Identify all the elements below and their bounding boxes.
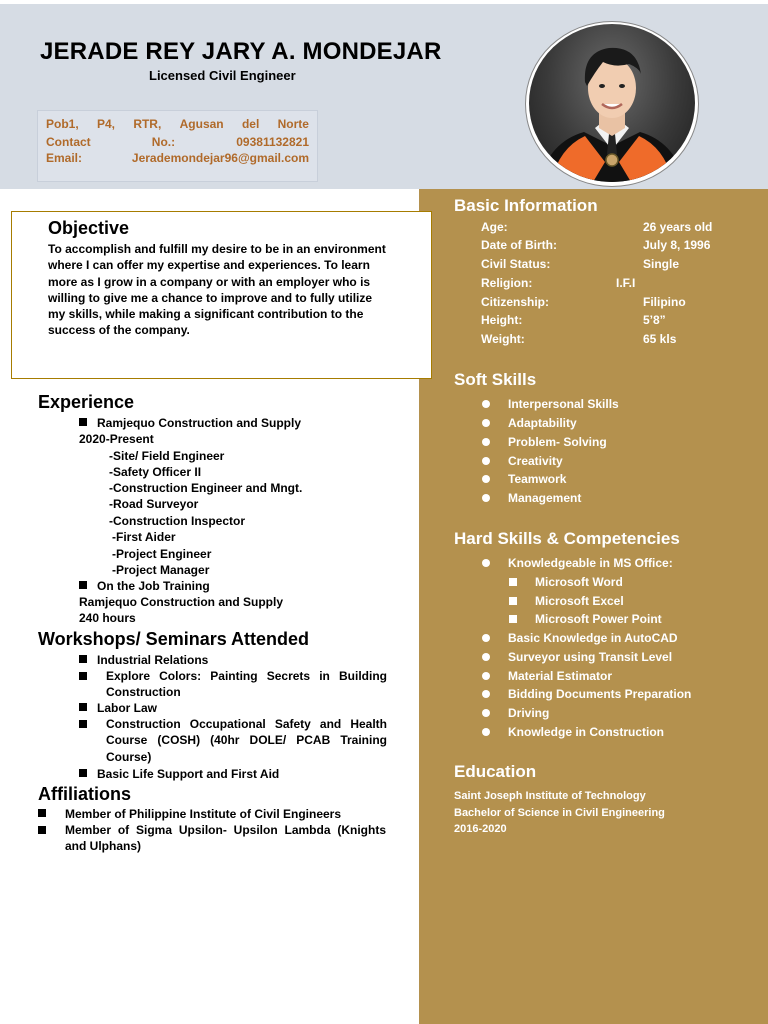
objective-heading: Objective: [48, 218, 130, 238]
info-label: Date of Birth:: [481, 238, 557, 252]
ojt-label: On the Job Training: [97, 579, 210, 593]
workshop-item: [79, 652, 208, 668]
soft-skill-item: Teamwork: [508, 472, 567, 486]
address-word: del: [241, 117, 260, 131]
ojt-item: [79, 578, 210, 594]
degree-name: Bachelor of Science in Civil Engineering: [454, 807, 665, 819]
contact-box: [37, 110, 318, 182]
workshop-item: [79, 766, 279, 782]
bullet-dot-icon: [482, 475, 490, 483]
email-label: Email:: [46, 151, 83, 165]
role-item: -Construction Inspector: [109, 514, 246, 528]
education-heading: Education: [454, 762, 537, 781]
contact-label: Contact: [46, 135, 91, 149]
soft-skills-heading: Soft Skills: [454, 370, 537, 389]
ojt-company: Ramjequo Construction and Supply: [79, 595, 284, 609]
hard-skill-item: Basic Knowledge in AutoCAD: [508, 631, 678, 645]
email-address: Jerademondejar96@gmail.com: [131, 151, 309, 165]
role-item: -Safety Officer II: [109, 465, 202, 479]
address-word: P4,: [96, 117, 115, 131]
affiliations-heading: Affiliations: [38, 784, 131, 804]
square-bullet-icon: [509, 597, 517, 605]
bullet-dot-icon: [482, 728, 490, 736]
square-bullet-icon: [79, 655, 87, 663]
info-value: 26 years old: [643, 220, 713, 234]
hard-skill-item: Knowledge in Construction: [508, 725, 664, 739]
info-value: 5’8”: [643, 313, 666, 327]
bullet-dot-icon: [482, 672, 490, 680]
square-bullet-icon: [509, 578, 517, 586]
address-line: [46, 117, 309, 131]
company-name: Ramjequo Construction and Supply: [97, 416, 302, 430]
bullet-dot-icon: [482, 457, 490, 465]
ms-office-item: Microsoft Power Point: [535, 612, 662, 626]
square-bullet-icon: [79, 769, 87, 777]
soft-skill-item: Interpersonal Skills: [508, 397, 619, 411]
info-label: Age:: [481, 220, 508, 234]
ms-office-item: Microsoft Excel: [535, 594, 624, 608]
experience-period: 2020-Present: [79, 432, 154, 446]
square-bullet-icon: [79, 418, 87, 426]
hard-skill-item: Knowledgeable in MS Office:: [508, 556, 673, 570]
square-bullet-icon: [79, 703, 87, 711]
role-item: -Project Engineer: [112, 547, 212, 561]
hard-skills-heading: Hard Skills & Competencies: [454, 529, 680, 548]
workshops-heading: Workshops/ Seminars Attended: [38, 629, 310, 649]
bullet-dot-icon: [482, 690, 490, 698]
education-years: 2016-2020: [454, 823, 507, 835]
job-title: Licensed Civil Engineer: [149, 68, 296, 83]
contact-line: [46, 135, 309, 149]
role-item: -Construction Engineer and Mngt.: [109, 481, 303, 495]
school-name: Saint Joseph Institute of Technology: [454, 790, 646, 802]
info-label: Citizenship:: [481, 295, 549, 309]
affiliation-item: Member of Sigma Upsilon- Upsilon Lambda (Knights and Ulphans): [65, 823, 386, 854]
workshop-text: Industrial Relations: [97, 653, 209, 667]
bullet-dot-icon: [482, 400, 490, 408]
info-label: Weight:: [481, 332, 525, 346]
experience-company: [79, 415, 301, 431]
ojt-hours: 240 hours: [79, 611, 136, 625]
hard-skill-item: Driving: [508, 706, 550, 720]
info-value: July 8, 1996: [643, 238, 711, 252]
workshop-item: Construction Occupational Safety and Health Course (COSH) (40hr DOLE/ PCAB Training Course): [106, 717, 387, 764]
affiliation-text: Member of Philippine Institute of Civil Engineers: [65, 807, 342, 821]
soft-skill-item: Management: [508, 491, 582, 505]
info-value: Single: [643, 257, 680, 271]
bullet-dot-icon: [482, 709, 490, 717]
ms-office-item: Microsoft Word: [535, 575, 623, 589]
info-label: Height:: [481, 313, 523, 327]
role-item: -First Aider: [112, 530, 176, 544]
bullet-dot-icon: [482, 438, 490, 446]
bullet-dot-icon: [482, 653, 490, 661]
square-bullet-icon: [79, 672, 87, 680]
workshop-item: Explore Colors: Painting Secrets in Building Construction: [106, 669, 387, 700]
profile-photo: [529, 24, 695, 182]
workshop-item: [79, 700, 157, 716]
bullet-dot-icon: [482, 559, 490, 567]
square-bullet-icon: [509, 615, 517, 623]
objective-text: To accomplish and fulfill my desire to be in an environment where I can offer my expertise and experiences. To learn more as I grow in a company or with an employer who is willing to give me a chance to improve and to fully utilize my skills, while making a significant contribution to the success of the company.: [48, 242, 386, 338]
workshop-text: Basic Life Support and First Aid: [97, 767, 280, 781]
email-line: [46, 151, 309, 165]
experience-heading: Experience: [38, 392, 135, 412]
square-bullet-icon: [38, 809, 46, 817]
soft-skill-item: Adaptability: [508, 416, 577, 430]
hard-skill-item: Bidding Documents Preparation: [508, 687, 692, 701]
info-value: 65 kls: [643, 332, 677, 346]
square-bullet-icon: [38, 826, 46, 834]
info-value: I.F.I: [616, 276, 636, 290]
address-word: RTR,: [133, 117, 162, 131]
square-bullet-icon: [79, 720, 87, 728]
address-word: Agusan: [179, 117, 224, 131]
role-item: -Site/ Field Engineer: [109, 449, 225, 463]
bullet-dot-icon: [482, 419, 490, 427]
hard-skill-item: Surveyor using Transit Level: [508, 650, 673, 664]
affiliation-item: [38, 806, 341, 822]
bullet-dot-icon: [482, 634, 490, 642]
role-item: -Road Surveyor: [109, 497, 199, 511]
bullet-dot-icon: [482, 494, 490, 502]
contact-no-label: No.:: [151, 135, 176, 149]
address-word: Pob1,: [46, 117, 79, 131]
applicant-name: JERADE REY JARY A. MONDEJAR: [40, 38, 442, 65]
soft-skill-item: Creativity: [508, 454, 563, 468]
basic-info-heading: Basic Information: [454, 196, 598, 215]
info-value: Filipino: [643, 295, 686, 309]
square-bullet-icon: [79, 581, 87, 589]
role-item: -Project Manager: [112, 563, 210, 577]
info-label: Religion:: [481, 276, 533, 290]
info-label: Civil Status:: [481, 257, 551, 271]
objective-box: [11, 211, 432, 379]
contact-number: 09381132821: [236, 135, 309, 149]
portrait-illustration: [529, 24, 695, 182]
hard-skill-item: Material Estimator: [508, 669, 613, 683]
workshop-text: Labor Law: [97, 701, 158, 715]
address-word: Norte: [277, 117, 309, 131]
soft-skill-item: Problem- Solving: [508, 435, 607, 449]
